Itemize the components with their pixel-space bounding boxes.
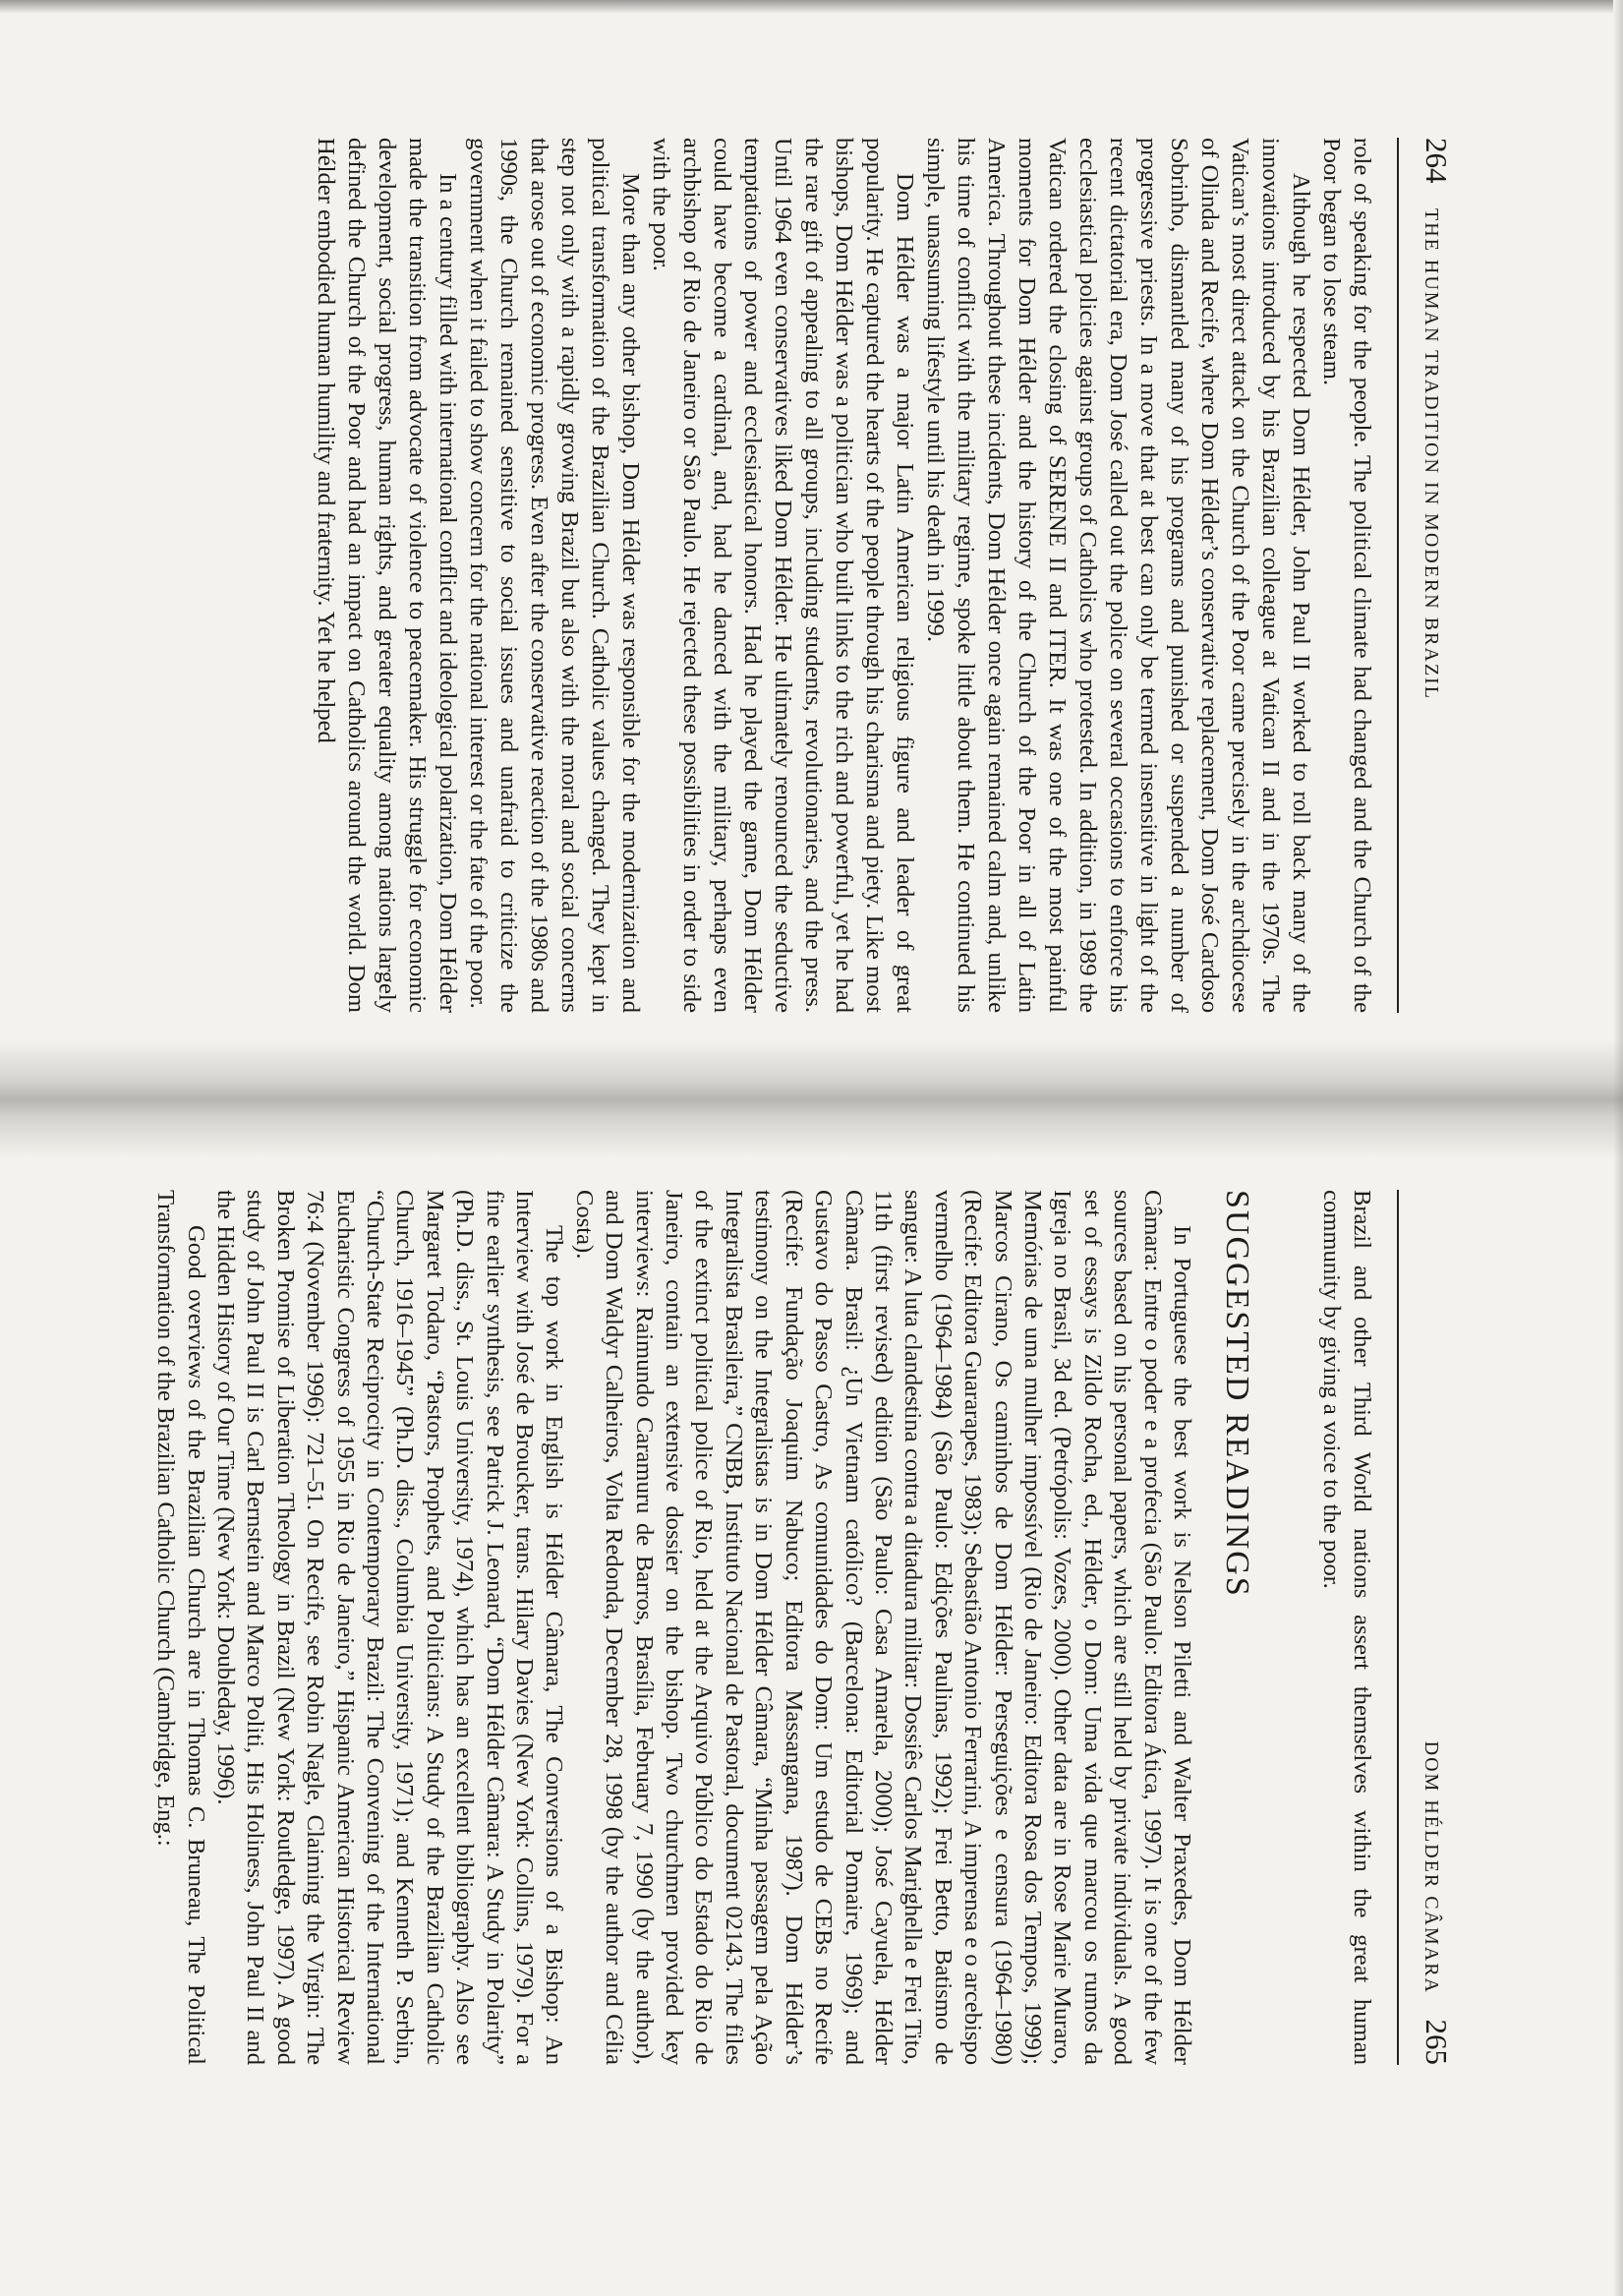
paragraph: More than any other bishop, Dom Hélder was responsible for the modernization and political transformation of the Brazilian Church. Catholic values changed. They kept in step not only with a rapidly growing Brazil but also with the moral and social concerns that arose out of economic progress. Even after the conservative reaction of the 1980s and 1990s, the Church remained sensitive to social issues and unafraid to criticize the government when it failed to show concern for the national interest or the fate of the poor. [465, 138, 644, 1013]
suggested-readings [150, 1190, 1196, 2065]
right-page [150, 1190, 1623, 2065]
right-head-rule [1397, 1190, 1399, 2065]
right-running-head [1407, 1190, 1454, 2065]
right-body-text [1316, 1190, 1377, 2065]
right-page-number: 265 [1420, 2019, 1454, 2065]
left-body-text [311, 138, 1377, 1013]
left-running-title: THE HUMAN TRADITION IN MODERN BRAZIL [1420, 208, 1442, 700]
left-running-head [1407, 138, 1454, 1013]
left-page [311, 138, 1623, 1013]
right-running-title: DOM HÉLDER CÂMARA [1420, 1740, 1442, 1994]
left-head-rule [1397, 138, 1399, 1013]
paragraph: Dom Hélder was a major Latin American religious figure and leader of great popularity. He captured the hearts of the people through his charisma and piety. Like most bishops, Dom Hélder was a politician who built links to the rich and powerful, yet he had the rare gift of appealing to all groups, including students, revolutionaries, and the press. Until 1964 even conservatives liked Dom Hélder. He ultimately renounced the seductive temptations of power and ecclesiastical honors. Had he played the game, Dom Hélder could have become a cardinal, and, had he danced with the military, perhaps even archbishop of Rio de Janeiro or São Paulo. He rejected these possibilities in order to side with the poor. [648, 138, 918, 1013]
reading-paragraph: Good overviews of the Brazilian Church are in Thomas C. Bruneau, The Political Transformation of the Brazilian Catholic Church (Cambridge, Eng.: [152, 1190, 209, 2065]
paragraph: Although he respected Dom Hélder, John Paul II worked to roll back many of the innovations introduced by his Brazilian colleague at Vatican II and in the 1970s. The Vatican’s most direct attack on the Church of the Poor came precisely in the archdiocese of Olinda and Recife, where Dom Hélder’s conservative replacement, Dom José Cardoso Sobrinho, dismantled many of his programs and punished or suspended a number of progressive priests. In a move that at best can only be termed insensitive in light of the recent dictatorial era, Dom José called out the police on several occasions to enforce his ecclesiastical policies against groups of Catholics who protested. In addition, in 1989 the Vatican ordered the closing of SERENE II and ITER. It was one of the most painful moments for Dom Hélder and the history of the Church of the Poor in all of Latin America. Throughout these incidents, Dom Hélder once again remained calm and, unlike his time of conflict with the military regime, spoke little about them. He continued his simple, unassuming lifestyle until his death in 1999. [922, 138, 1314, 1013]
reading-paragraph: In Portuguese the best work is Nelson Piletti and Walter Praxedes, Dom Hélder Câmara: Entre o poder e a profecia (São Paulo: Editora Ática, 1997). It is one of the few sources based on his personal papers, which are still held by private individuals. A good set of essays is Zildo Rocha, ed., Hélder, o Dom: Uma vida que marcou os rumos da Igreja no Brasil, 3d ed. (Petrópolis: Vozes, 2000). Other data are in Rose Marie Muraro, Memórias de uma mulher impossível (Rio de Janeiro: Editora Rosa dos Tempos, 1999); Marcos Cirano, Os caminhos de Dom Hélder: Perseguições e censura (1964–1980) (Recife: Editora Guararapes, 1983); Sebastião Antonio Ferrarini, A imprensa e o arcebispo vermelho (1964–1984) (São Paulo: Edições Paulinas, 1992); Frei Betto, Batismo de sangue: A luta clandestina contra a ditadura militar: Dossiês Carlos Marighella e Frei Tito, 11th (first revised) edition (São Paulo: Casa Amarela, 2000); José Cayuela, Hélder Câmara. Brasil: ¿Un Vietnam católico? (Barcelona: Editorial Pomaire, 1969); and Gustavo do Passo Castro, As comunidades do Dom: Um estudo de CEBs no Recife (Recife: Fundação Joaquim Nabuco; Editora Massangana, 1987). Dom Hélder’s testimony on the Integralistas is in Dom Hélder Câmara, “Minha passagem pela Ação Integralista Brasileira,” CNBB, Instituto Nacional de Pastoral, document 02143. The files of the extinct political police of Rio, held at the Arquivo Público do Estado do Rio de Janeiro, contain an extensive dossier on the bishop. Two churchmen provided key interviews: Raimundo Caramuru de Barros, Brasília, February 7, 1990 (by the author), and Dom Waldyr Calheiros, Volta Redonda, December 28, 1998 (by the author and Célia Costa). [570, 1190, 1195, 2065]
section-heading: SUGGESTED READINGS [1219, 1190, 1255, 1598]
paragraph: Brazil and other Third World nations assert themselves within the great human community by giving a voice to the poor. [1318, 1190, 1375, 2065]
paragraph: In a century filled with international conflict and ideological polarization, Dom Hélder made the transition from advocate of violence to peacemaker. His struggle for economic development, social progress, human rights, and greater equality among nations largely defined the Church of the Poor and had an impact on Catholics around the world. Dom Hélder embodied human humility and fraternity. Yet he helped [313, 138, 461, 1013]
reading-paragraph: The top work in English is Hélder Câmara, The Conversions of a Bishop: An Interview with José de Broucker, trans. Hilary Davies (New York: Collins, 1979). For a fine earlier synthesis, see Patrick J. Leonard, “Dom Hélder Câmara: A Study in Polarity” (Ph.D. diss., St. Louis University, 1974), which has an excellent bibliography. Also see Margaret Todaro, “Pastors, Prophets, and Politicians: A Study of the Brazilian Catholic Church, 1916–1945” (Ph.D. diss., Columbia University, 1971); and Kenneth P. Serbin, “Church-State Reciprocity in Contemporary Brazil: The Convening of the International Eucharistic Congress of 1955 in Rio de Janeiro,” Hispanic American Historical Review 76:4 (November 1996): 721–51. On Recife, see Robin Nagle, Claiming the Virgin: The Broken Promise of Liberation Theology in Brazil (New York: Routledge, 1997). A good study of John Paul II is Carl Bernstein and Marco Politi, His Holiness, John Paul II and the Hidden History of Our Time (New York: Doubleday, 1996). [212, 1190, 568, 2065]
paragraph: role of speaking for the people. The political climate had changed and the Church of the Poor began to lose steam. [1318, 138, 1375, 1013]
left-page-number: 264 [1420, 138, 1454, 184]
